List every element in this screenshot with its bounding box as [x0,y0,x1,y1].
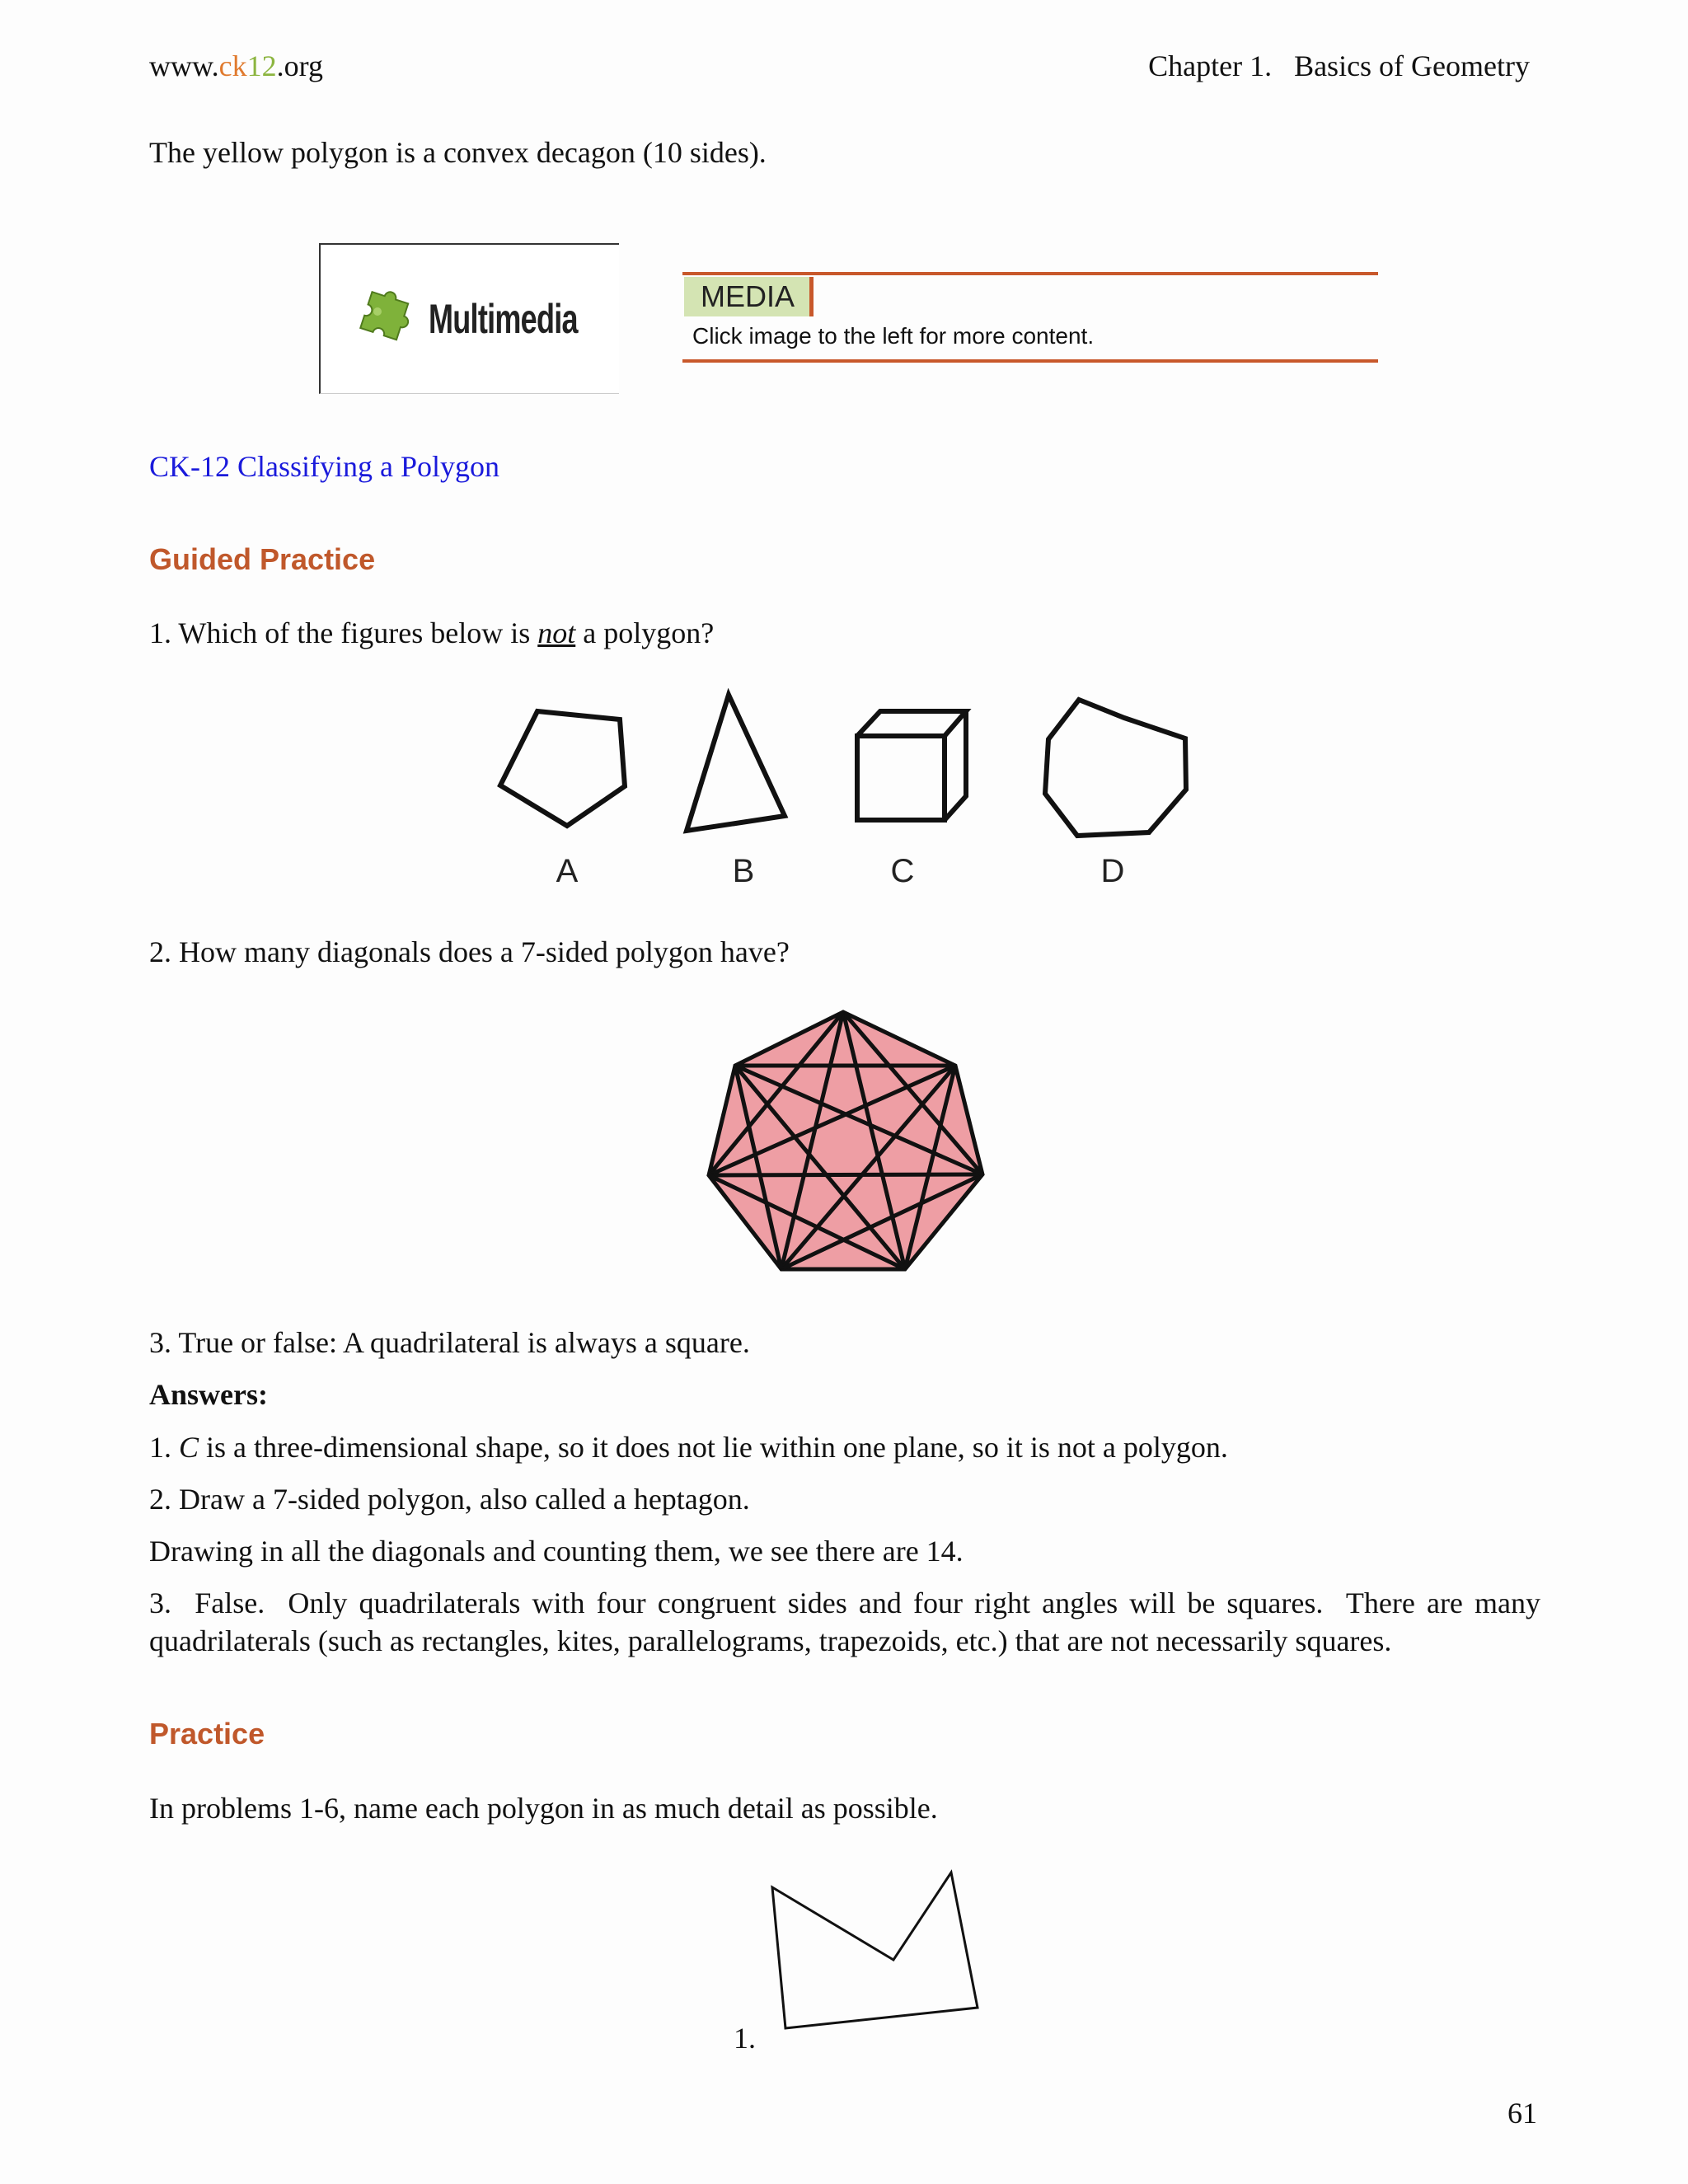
site-brand-12: 12 [246,49,277,82]
answers-heading: Answers: [149,1378,268,1411]
question-1-prefix: 1. Which of the figures below is [149,616,538,649]
media-caption: Click image to the left for more content. [692,323,1095,349]
page-number: 61 [1507,2097,1537,2130]
answer-1-var: C [179,1431,199,1464]
practice-heading: Practice [149,1717,265,1750]
question-1-suffix: a polygon? [575,616,715,649]
intro-text: The yellow polygon is a convex decagon (10 sides). [149,136,767,169]
multimedia-thumbnail-label: Multimedia [429,296,579,342]
answer-2-line-1: 2. Draw a 7-sided polygon, also called a heptagon. [149,1483,750,1516]
figure-label-c: C [890,853,915,889]
question-1-emphasis: not [537,616,576,649]
answer-2-line-2: Drawing in all the diagonals and counting them, we see there are 14. [149,1535,964,1568]
site-brand-ck: ck [218,49,247,82]
site-suffix: .org [276,49,323,82]
guided-practice-heading: Guided Practice [149,542,376,576]
figure-label-b: B [732,853,755,889]
practice-intro: In problems 1-6, name each polygon in as much detail as possible. [149,1792,938,1825]
concave-pentagon-shape [772,1872,978,2028]
site-prefix: www. [149,49,219,82]
question-2: 2. How many diagonals does a 7-sided polygon have? [149,935,790,968]
answer-1-rest: is a three-dimensional shape, so it does not lie within one plane, so it is not a polygon. [199,1431,1228,1464]
chapter-title: Chapter 1. Basics of Geometry [1148,49,1530,82]
figure-label-a: A [556,853,579,889]
answer-1-prefix: 1. [149,1431,179,1464]
practice-problem-1-label: 1. [734,2022,756,2055]
media-tag: MEDIA [684,277,814,316]
question-3: 3. True or false: A quadrilateral is always a square. [149,1326,750,1359]
answer-3: 3. False. Only quadrilaterals with four congruent sides and four right angles will be squares. There are many quadrilaterals (such as rectangles, kites, parallelograms, trapezoids, etc.) that are not necessarily squares. [149,1586,1548,1657]
classifying-polygon-link[interactable]: CK-12 Classifying a Polygon [149,450,500,483]
figure-label-d: D [1100,853,1125,889]
